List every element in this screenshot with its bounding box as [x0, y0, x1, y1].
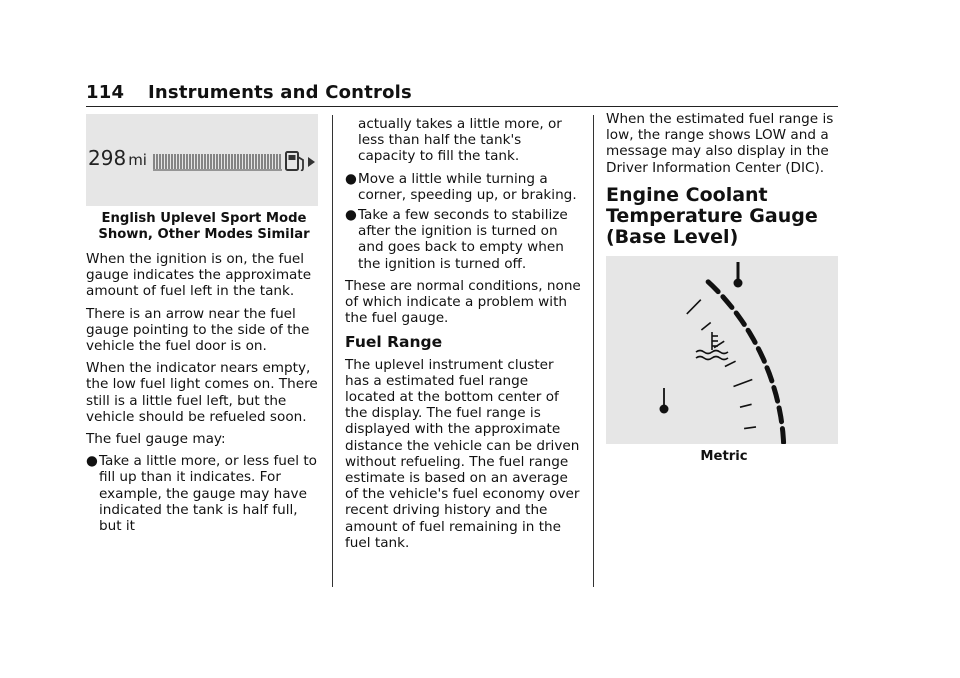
figure-caption: English Uplevel Sport Mode Shown, Other Modes Similar — [98, 211, 310, 242]
column-divider — [593, 115, 594, 587]
list-item: ● Take a little more, or less fuel to fill up than it indicates. For example, the gauge may have indicated the tank is half full, but it — [86, 453, 317, 535]
column-1 — [86, 114, 322, 540]
list-item: ● Move a little while turning a corner, speeding up, or braking. — [345, 170, 577, 203]
thermometer-cold-icon — [660, 388, 669, 414]
bullet-list — [86, 453, 322, 534]
bullet-list — [345, 171, 581, 272]
section-heading: Engine Coolant Temperature Gauge (Base Level) — [606, 183, 818, 248]
page-header — [86, 80, 838, 107]
bullet-icon: ● — [86, 453, 98, 470]
section-subheading: Fuel Range — [345, 333, 443, 352]
coolant-temperature-icon — [696, 332, 728, 360]
gauge-tick — [687, 300, 701, 314]
paragraph: The uplevel instrument cluster has a estimated fuel range located at the bottom center of the display. The fuel range is displayed with the approximate distance the vehicle can be driven without refueling. The fuel range estimate is based on an average of the vehicle's fuel economy over recent driving history and the amount of fuel remaining in the fuel tank. — [345, 356, 580, 551]
paragraph: There is an arrow near the fuel gauge pointing to the side of the vehicle the fuel door is on. — [86, 305, 310, 355]
fuel-range-readout: 298 mi — [88, 146, 147, 170]
paragraph: When the indicator nears empty, the low fuel light comes on. There still is a little fuel left, but the vehicle should be refueled soon. — [86, 360, 318, 425]
gauge-tick — [744, 427, 756, 429]
thermometer-hot-icon — [734, 262, 743, 288]
paragraph: When the estimated fuel range is low, the range shows LOW and a message may also display in the Driver Information Center (DIC). — [606, 111, 834, 176]
fuel-pump-icon — [286, 152, 315, 170]
gauge-tick — [740, 404, 752, 407]
gauge-tick — [734, 379, 753, 386]
column-2 — [345, 116, 581, 557]
column-divider — [332, 115, 333, 587]
bullet-icon: ● — [345, 170, 357, 187]
coolant-gauge-figure — [606, 256, 838, 444]
figure-caption: Metric — [700, 448, 748, 464]
column-3 — [606, 111, 842, 473]
fuel-gauge-figure — [86, 114, 318, 206]
gauge-tick — [725, 361, 736, 366]
paragraph: The fuel gauge may: — [86, 431, 226, 448]
list-item: ● Take a few seconds to stabilize after the ignition is turned on and goes back to empty when the ignition is turned off. — [345, 207, 568, 272]
bullet-icon: ● — [345, 207, 357, 224]
fuel-level-bar — [86, 114, 318, 206]
page-number: 114 — [86, 82, 125, 103]
page-title: Instruments and Controls — [148, 82, 412, 103]
paragraph: actually takes a little more, or less than half the tank's capacity to fill the tank. — [358, 116, 562, 165]
gauge-tick — [701, 322, 710, 330]
paragraph: These are normal conditions, none of which indicate a problem with the fuel gauge. — [345, 277, 581, 327]
paragraph: When the ignition is on, the fuel gauge indicates the approximate amount of fuel left in the tank. — [86, 251, 312, 300]
